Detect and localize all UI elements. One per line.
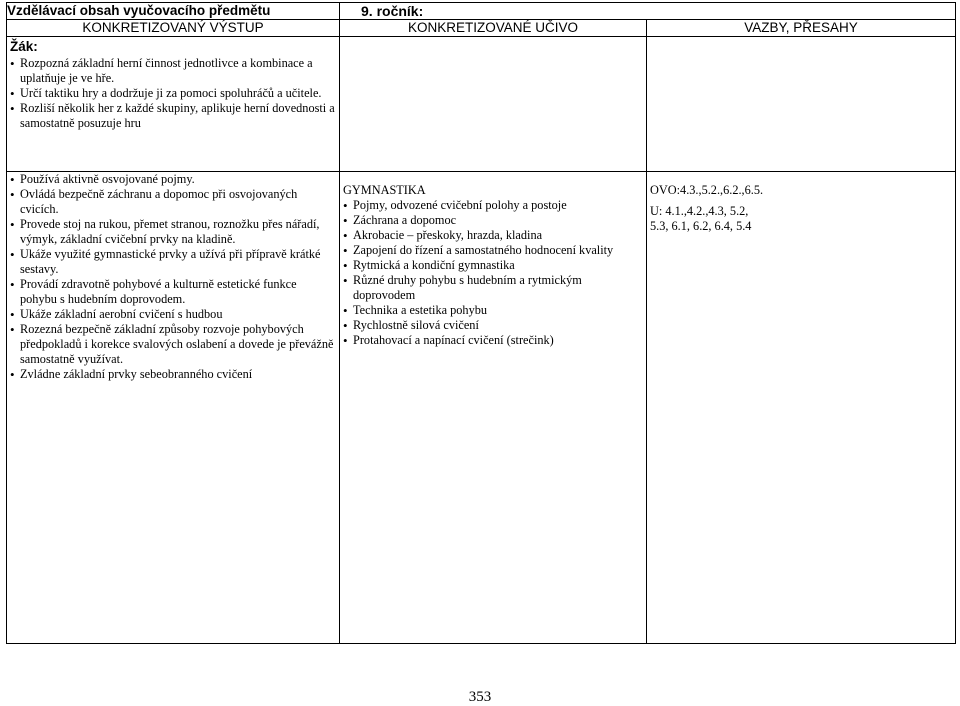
list-item: • Rytmická a kondiční gymnastika bbox=[343, 258, 642, 273]
list-item: • Provádí zdravotně pohybové a kulturně estetické funkce pohybu s hudebním doprovodem. bbox=[10, 277, 335, 307]
grade-label: 9. ročník: bbox=[361, 3, 424, 19]
list-item: • Různé druhy pohybu s hudebním a rytmickým doprovodem bbox=[343, 273, 642, 303]
list-item: • Používá aktivně osvojované pojmy. bbox=[10, 172, 335, 187]
list-item: • Akrobacie – přeskoky, hrazda, kladina bbox=[343, 228, 642, 243]
list-item: • Protahovací a napínací cvičení (strečink) bbox=[343, 333, 642, 348]
list-item: • Pojmy, odvozené cvičební polohy a postoje bbox=[343, 198, 642, 213]
row1-links-cell bbox=[647, 37, 956, 172]
list-item: • Technika a estetika pohybu bbox=[343, 303, 642, 318]
curriculum-table bbox=[6, 2, 956, 644]
grade-cell bbox=[340, 3, 956, 20]
list-item: • Rozpozná základní herní činnost jednotlivce a kombinace a uplatňuje je ve hře. bbox=[10, 56, 335, 86]
subject-label-cell bbox=[7, 3, 340, 20]
list-item: • Určí taktiku hry a dodržuje ji za pomoci spoluhráčů a učitele. bbox=[10, 86, 335, 101]
row2-content-cell bbox=[340, 172, 647, 644]
subject-label: Vzdělávací obsah vyučovacího předmětu bbox=[7, 3, 271, 18]
list-item: • Ovládá bezpečně záchranu a dopomoc při osvojovaných cvicích. bbox=[10, 187, 335, 217]
column-header-content: KONKRETIZOVANÉ UČIVO bbox=[340, 20, 647, 37]
column-header-outputs: KONKRETIZOVANÝ VÝSTUP bbox=[7, 20, 340, 37]
row1-outputs-cell bbox=[7, 37, 340, 172]
links-ovo: OVO:4.3.,5.2.,6.2.,6.5. bbox=[650, 183, 764, 197]
list-item: • Zapojení do řízení a samostatného hodnocení kvality bbox=[343, 243, 642, 258]
row1-outputs-list bbox=[7, 56, 339, 131]
page-number: 353 bbox=[468, 689, 492, 705]
row2-links-cell bbox=[647, 172, 956, 644]
list-item: • Provede stoj na rukou, přemet stranou, roznožku přes nářadí, výmyk, základní cvičební prvky na kladině. bbox=[10, 217, 335, 247]
row2-content-list bbox=[340, 198, 646, 348]
content-section-title: GYMNASTIKA bbox=[343, 183, 426, 197]
list-item: • Rychlostně silová cvičení bbox=[343, 318, 642, 333]
list-item: • Záchrana a dopomoc bbox=[343, 213, 642, 228]
row2-outputs-cell bbox=[7, 172, 340, 644]
list-item: • Ukáže základní aerobní cvičení s hudbou bbox=[10, 307, 335, 322]
pupil-label: Žák: bbox=[10, 39, 38, 54]
column-header-links: VAZBY, PŘESAHY bbox=[647, 20, 956, 37]
links-u: U: 4.1.,4.2.,4.3, 5.2, 5.3, 6.1, 6.2, 6.4, 5.4 bbox=[650, 204, 752, 233]
list-item: • Ukáže využité gymnastické prvky a užívá při přípravě krátké sestavy. bbox=[10, 247, 335, 277]
row1-content-cell bbox=[340, 37, 647, 172]
row2-outputs-list bbox=[7, 172, 339, 382]
list-item: • Rozliší několik her z každé skupiny, aplikuje herní dovednosti a samostatně posuzuje hru bbox=[10, 101, 335, 131]
list-item: • Zvládne základní prvky sebeobranného cvičení bbox=[10, 367, 335, 382]
list-item: • Rozezná bezpečně základní způsoby rozvoje pohybových předpokladů i korekce svalových oslabení a dovede je převážně samostatně využívat. bbox=[10, 322, 335, 367]
